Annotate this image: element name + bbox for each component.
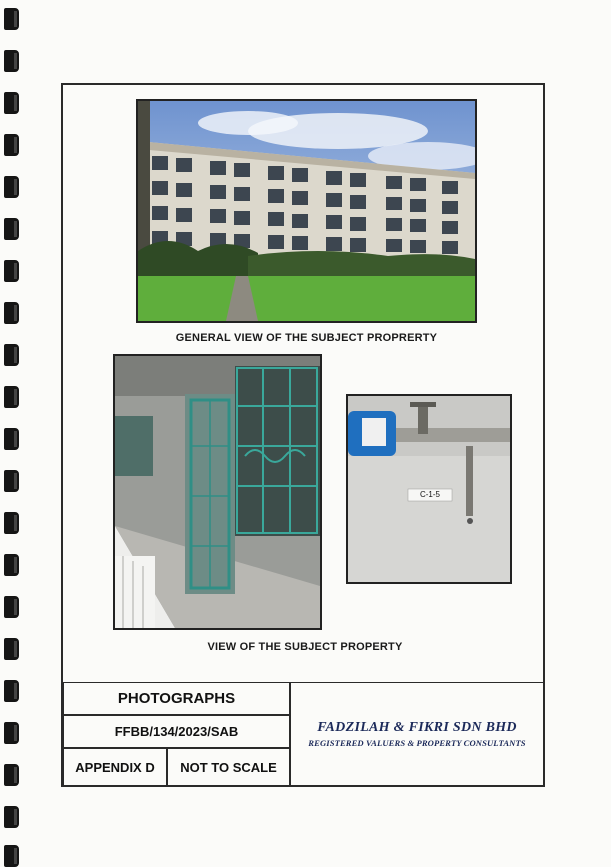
photo-caption-general-view: GENERAL VIEW OF THE SUBJECT PROPRERTY [175,332,438,344]
title-cell [63,682,290,715]
binding-hole [4,344,19,366]
binding-hole [4,764,19,786]
water-meter-photo [346,394,512,584]
binding-hole [4,638,19,660]
appendix-label: APPENDIX D [75,759,155,775]
binding-hole [4,806,19,828]
document-title: PHOTOGRAPHS [117,690,236,707]
firm-subtitle: REGISTERED VALUERS & PROPERTY CONSULTANTS [308,738,526,748]
binding-hole [4,176,19,198]
binding-hole [4,554,19,576]
firm-cell [290,682,544,786]
binding-hole [4,50,19,72]
meter-unit-tag: C-1-5 [419,490,440,499]
spiral-binding [4,0,22,863]
binding-hole [4,470,19,492]
corridor-photo [113,354,322,630]
binding-hole [4,302,19,324]
binding-hole [4,722,19,744]
reference-cell [63,715,290,748]
binding-hole [4,92,19,114]
binding-hole [4,8,19,30]
binding-hole [4,134,19,156]
binding-hole [4,680,19,702]
binding-hole [4,845,19,867]
appendix-cell [63,748,167,786]
binding-hole [4,512,19,534]
scale-cell [167,748,290,786]
photo-caption-view: VIEW OF THE SUBJECT PROPERTY [207,641,403,653]
binding-hole [4,596,19,618]
binding-hole [4,218,19,240]
binding-hole [4,260,19,282]
binding-hole [4,428,19,450]
binding-hole [4,386,19,408]
reference-number: FFBB/134/2023/SAB [114,724,239,739]
firm-name: FADZILAH & FIKRI SDN BHD [317,720,517,735]
scale-label: NOT TO SCALE [180,759,277,775]
building-photo [136,99,477,323]
